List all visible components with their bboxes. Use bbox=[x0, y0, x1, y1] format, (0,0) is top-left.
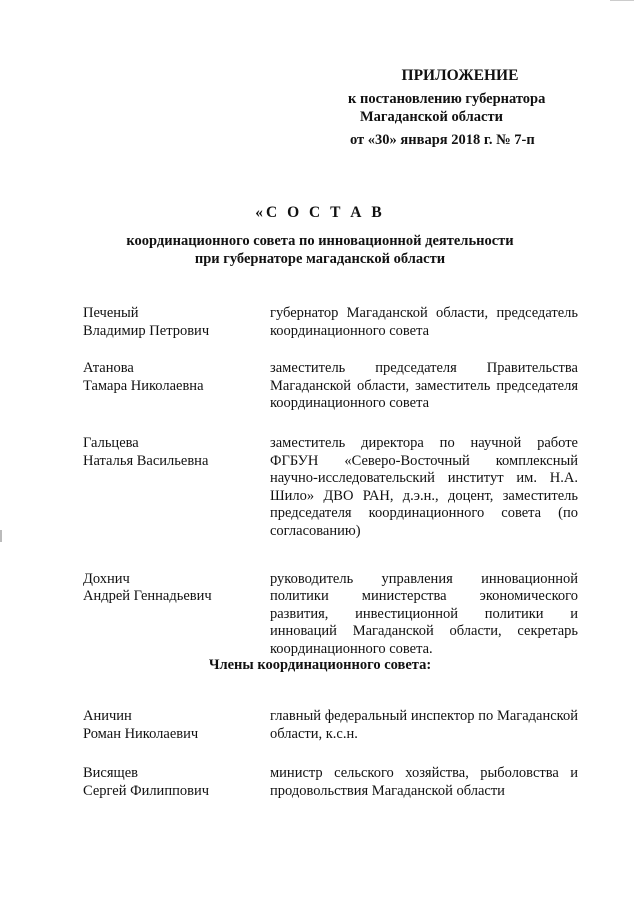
person-surname: Гальцева bbox=[83, 434, 139, 451]
leadership-list bbox=[83, 305, 578, 659]
title-line-2: при губернаторе магаданской области bbox=[194, 251, 446, 267]
appendix-block bbox=[330, 67, 580, 149]
person-given-names: Андрей Геннадьевич bbox=[83, 588, 212, 605]
title-word: «С О С Т А В bbox=[255, 204, 385, 221]
person-surname: Дохнич bbox=[83, 570, 130, 587]
person-name bbox=[83, 708, 270, 743]
list-item bbox=[83, 708, 578, 743]
appendix-title: ПРИЛОЖЕНИЕ bbox=[401, 67, 519, 84]
person-position: заместитель директора по научной работе ФГБУН «Северо-Восточный комплексный научно-исследовательский институт им. Н.А. Шило» ДВО РАН, д.э.н., доцент, заместитель председателя координационного совета (по согласованию) bbox=[270, 434, 578, 539]
person-given-names: Сергей Филиппович bbox=[83, 782, 209, 799]
person-position: главный федеральный инспектор по Магаданской области, к.с.н. bbox=[270, 708, 578, 742]
person-position: губернатор Магаданской области, председатель координационного совета bbox=[270, 305, 578, 339]
appendix-date-line: от «30» января 2018 г. № 7-п bbox=[350, 132, 535, 148]
person-given-names: Роман Николаевич bbox=[83, 725, 199, 742]
person-name bbox=[83, 305, 270, 340]
person-name bbox=[83, 360, 270, 413]
title-line-1: координационного совета по инновационной деятельности bbox=[126, 233, 514, 249]
members-list bbox=[83, 708, 578, 800]
person-position: министр сельского хозяйства, рыболовства и продовольствия Магаданской области bbox=[270, 765, 578, 799]
list-item bbox=[83, 571, 578, 659]
person-position: заместитель председателя Правительства Магаданской области, заместитель председателя координационного совета bbox=[270, 360, 578, 412]
person-surname: Висящев bbox=[83, 765, 138, 782]
person-name bbox=[83, 571, 270, 659]
person-position: руководитель управления инновационной политики министерства экономического развития, инвестиционной политики и инноваций Магаданской области, секретарь координационного совета. bbox=[270, 570, 578, 657]
members-heading: Члены координационного совета: bbox=[208, 657, 432, 673]
scan-artifact bbox=[0, 530, 2, 542]
person-given-names: Тамара Николаевна bbox=[83, 377, 204, 394]
appendix-line-2: Магаданской области bbox=[360, 109, 503, 125]
person-surname: Атанова bbox=[83, 360, 134, 377]
scan-artifact bbox=[610, 0, 634, 1]
person-given-names: Владимир Петрович bbox=[83, 322, 210, 339]
list-item bbox=[83, 765, 578, 800]
person-name bbox=[83, 435, 270, 541]
person-given-names: Наталья Васильевна bbox=[83, 452, 209, 469]
person-surname: Печеный bbox=[83, 305, 139, 321]
person-surname: Аничин bbox=[83, 708, 132, 724]
person-name bbox=[83, 765, 270, 800]
document-title bbox=[60, 204, 580, 268]
list-item bbox=[83, 305, 578, 340]
list-item bbox=[83, 360, 578, 413]
list-item bbox=[83, 435, 578, 541]
appendix-line-1: к постановлению губернатора bbox=[348, 91, 546, 107]
